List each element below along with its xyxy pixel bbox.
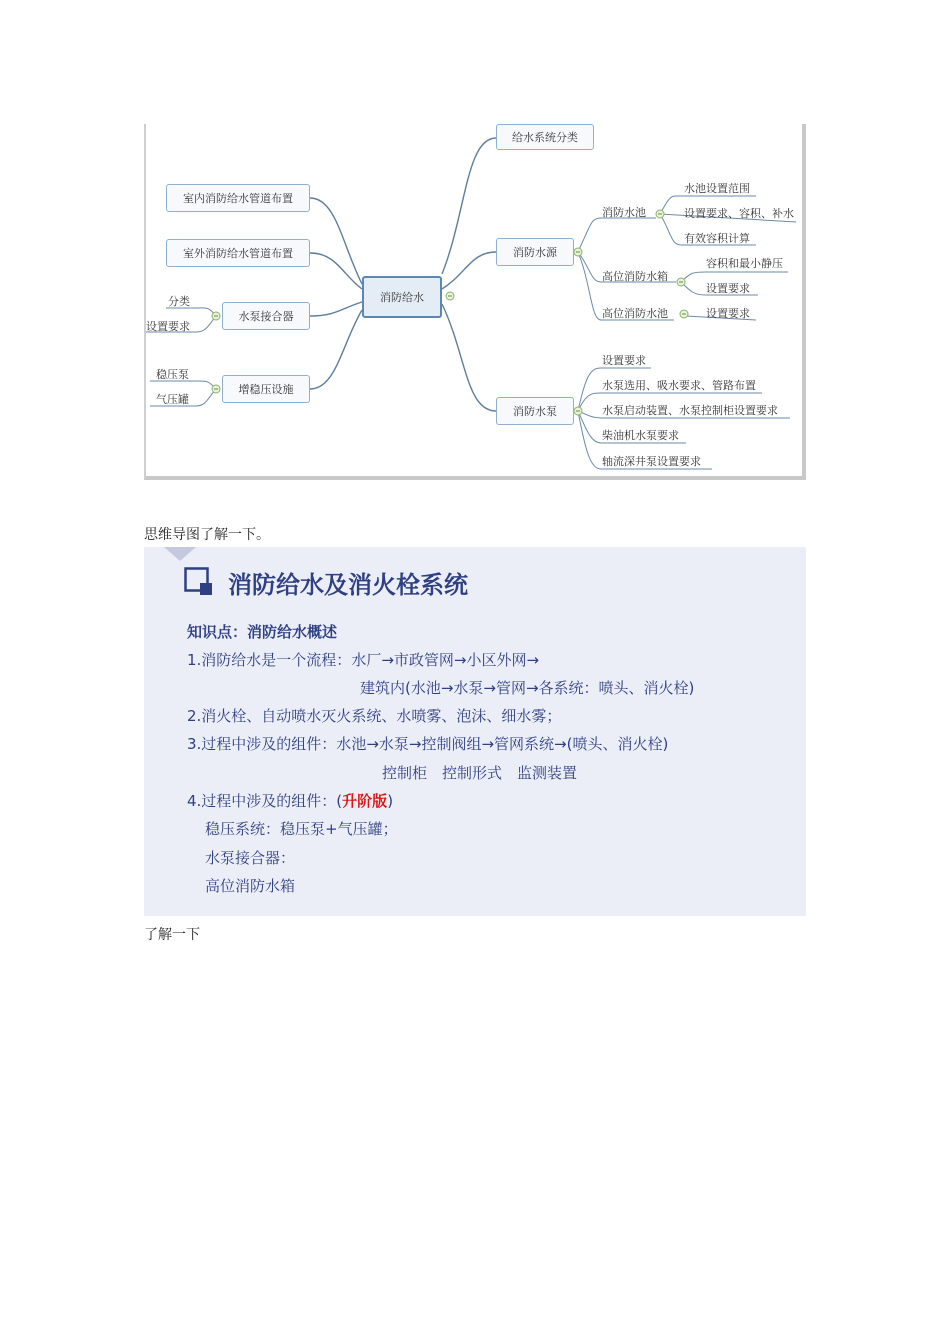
node-center: 消防给水 [362, 276, 442, 318]
slide-line-4-highlight: 升阶版 [342, 792, 388, 810]
node-adapter: 水泵接合器 [222, 302, 310, 330]
slide-panel [144, 547, 806, 916]
node-pump-child-2: 水泵选用、吸水要求、管路布置 [602, 379, 756, 392]
corner-triangle-decoration [164, 547, 196, 561]
slide-line-7: 高位消防水箱 [205, 877, 296, 895]
node-pool2-child-1: 设置要求 [706, 307, 750, 320]
node-pool-child-3: 有效容积计算 [684, 232, 750, 245]
slide-line-4-suffix: ) [387, 792, 394, 810]
node-adapter-child-2: 设置要求 [146, 320, 190, 333]
node-pump: 消防水泵 [496, 397, 574, 425]
node-pool2: 高位消防水池 [602, 307, 668, 320]
slide-line-1b: 建筑内(水池→水泵→管网→各系统：喷头、消火栓) [360, 679, 695, 697]
node-pump-child-4: 柴油机水泵要求 [602, 429, 679, 442]
caption-understand: 了解一下 [144, 927, 200, 943]
node-adapter-child-1: 分类 [168, 295, 190, 308]
slide-line-1: 1.消防给水是一个流程：水厂→市政管网→小区外网→ [187, 651, 540, 669]
node-booster: 增稳压设施 [222, 375, 310, 403]
node-tank-child-2: 设置要求 [706, 282, 750, 295]
slide-title: 消防给水及消火栓系统 [228, 571, 468, 599]
node-tank: 高位消防水箱 [602, 270, 668, 283]
node-pump-child-5: 轴流深井泵设置要求 [602, 455, 701, 468]
node-pump-child-3: 水泵启动装置、水泵控制柜设置要求 [602, 404, 778, 417]
node-pool-child-1: 水池设置范围 [684, 182, 750, 195]
slide-line-6: 水泵接合器： [205, 849, 296, 867]
slide-line-2: 2.消火栓、自动喷水灭火系统、水喷雾、泡沫、细水雾； [187, 707, 562, 725]
square-bullet-icon [184, 567, 212, 595]
node-pool: 消防水池 [602, 206, 646, 219]
node-pump-child-1: 设置要求 [602, 354, 646, 367]
node-pool-child-2: 设置要求、容积、补水 [684, 207, 794, 220]
node-booster-child-1: 稳压泵 [156, 368, 189, 381]
node-outdoor: 室外消防给水管道布置 [166, 239, 310, 267]
caption-mindmap: 思维导图了解一下。 [144, 527, 270, 543]
slide-line-4 [187, 790, 393, 811]
node-booster-child-2: 气压罐 [156, 393, 189, 406]
slide-subtitle: 知识点：消防给水概述 [187, 623, 338, 641]
slide-line-3b: 控制柜 控制形式 监测装置 [382, 764, 578, 782]
slide-line-5: 稳压系统：稳压泵+气压罐； [205, 820, 398, 838]
node-tank-child-1: 容积和最小静压 [706, 257, 783, 270]
node-classification: 给水系统分类 [496, 124, 594, 150]
slide-line-4-prefix: 4.过程中涉及的组件：( [187, 792, 343, 810]
node-water-source: 消防水源 [496, 238, 574, 266]
mind-map-image [144, 124, 806, 480]
slide-line-3: 3.过程中涉及的组件：水池→水泵→控制阀组→管网系统→(喷头、消火栓) [187, 735, 669, 753]
node-indoor: 室内消防给水管道布置 [166, 184, 310, 212]
